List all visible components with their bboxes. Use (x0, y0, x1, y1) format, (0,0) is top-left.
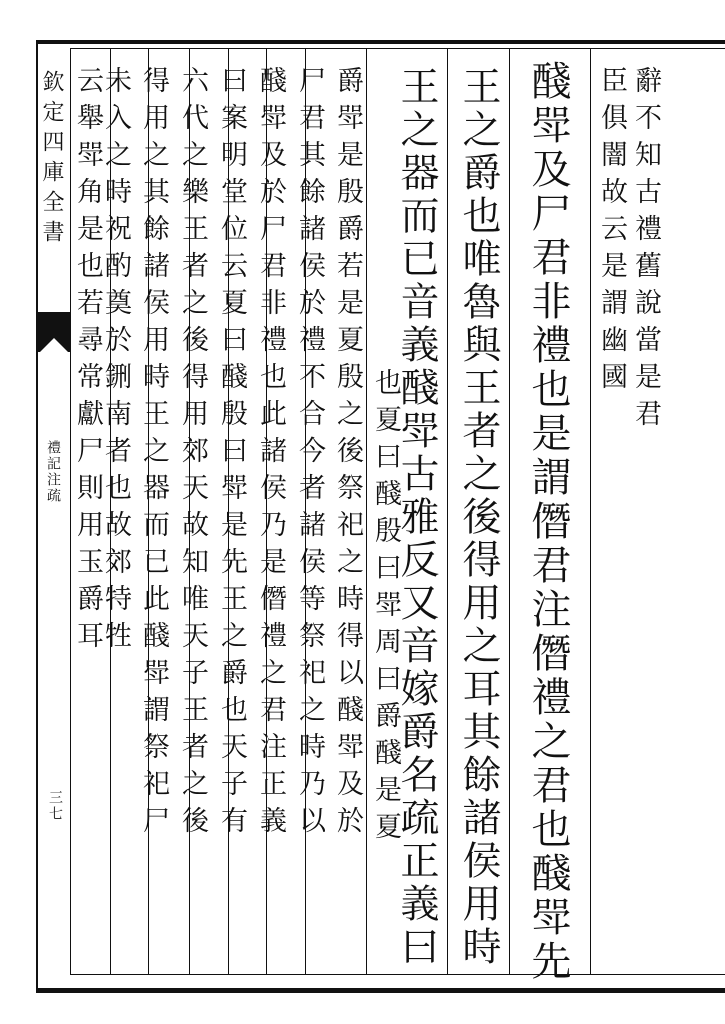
inner-bottom-rule (70, 974, 725, 975)
margin-rule (70, 48, 71, 974)
inner-top-rule (70, 48, 725, 49)
text-column-10: 曰案明堂位云夏曰醆殷曰斝是先王之爵也天子有 (216, 66, 247, 843)
text-column-6: 也夏曰醆殷曰斝周曰爵醆是夏 (370, 368, 401, 849)
column-rule (447, 48, 448, 974)
text-column-13: 未入之時祝酌奠於鉶南者也故郊特牲 (100, 66, 131, 658)
column-rule (366, 48, 367, 974)
text-column-9: 醆斝及於尸君非禮也此諸侯乃是僭禮之君注正義 (255, 66, 286, 843)
fish-tail-notch (38, 338, 70, 354)
book-title: 欽定四庫全書 (39, 70, 64, 250)
text-column-11: 六代之樂王者之後得用郊天故知唯天子王者之後 (177, 66, 208, 843)
text-column-1: 辭不知古禮舊說當是君 (630, 66, 661, 436)
text-column-4: 王之爵也唯魯與王者之後得用之耳其餘諸侯用時 (456, 66, 501, 969)
page-number: 三七 (47, 790, 63, 822)
text-column-7: 爵斝是殷爵若是夏殷之後祭祀之時得以醆斝及於 (332, 66, 363, 843)
text-column-3: 醆斝及尸君非禮也是謂僭君注僭禮之君也醆斝先 (525, 60, 571, 984)
text-column-8: 尸君其餘諸侯於禮不合今者諸侯等祭祀之時乃以 (294, 66, 325, 843)
volume-title: 禮記注疏 (45, 440, 61, 504)
text-column-12: 得用之其餘諸侯用時王之器而已此醆斝謂祭祀尸 (138, 66, 169, 843)
text-column-5: 王之器而已音義醆斝古雅反又音嫁爵名疏正義曰 (394, 66, 439, 969)
column-rule (509, 48, 510, 974)
text-column-2: 臣俱闇故云是謂幽國 (596, 66, 627, 399)
column-rule (590, 48, 591, 974)
text-column-14: 云舉斝角是也若尋常獻尸則用玉爵耳 (72, 66, 103, 658)
